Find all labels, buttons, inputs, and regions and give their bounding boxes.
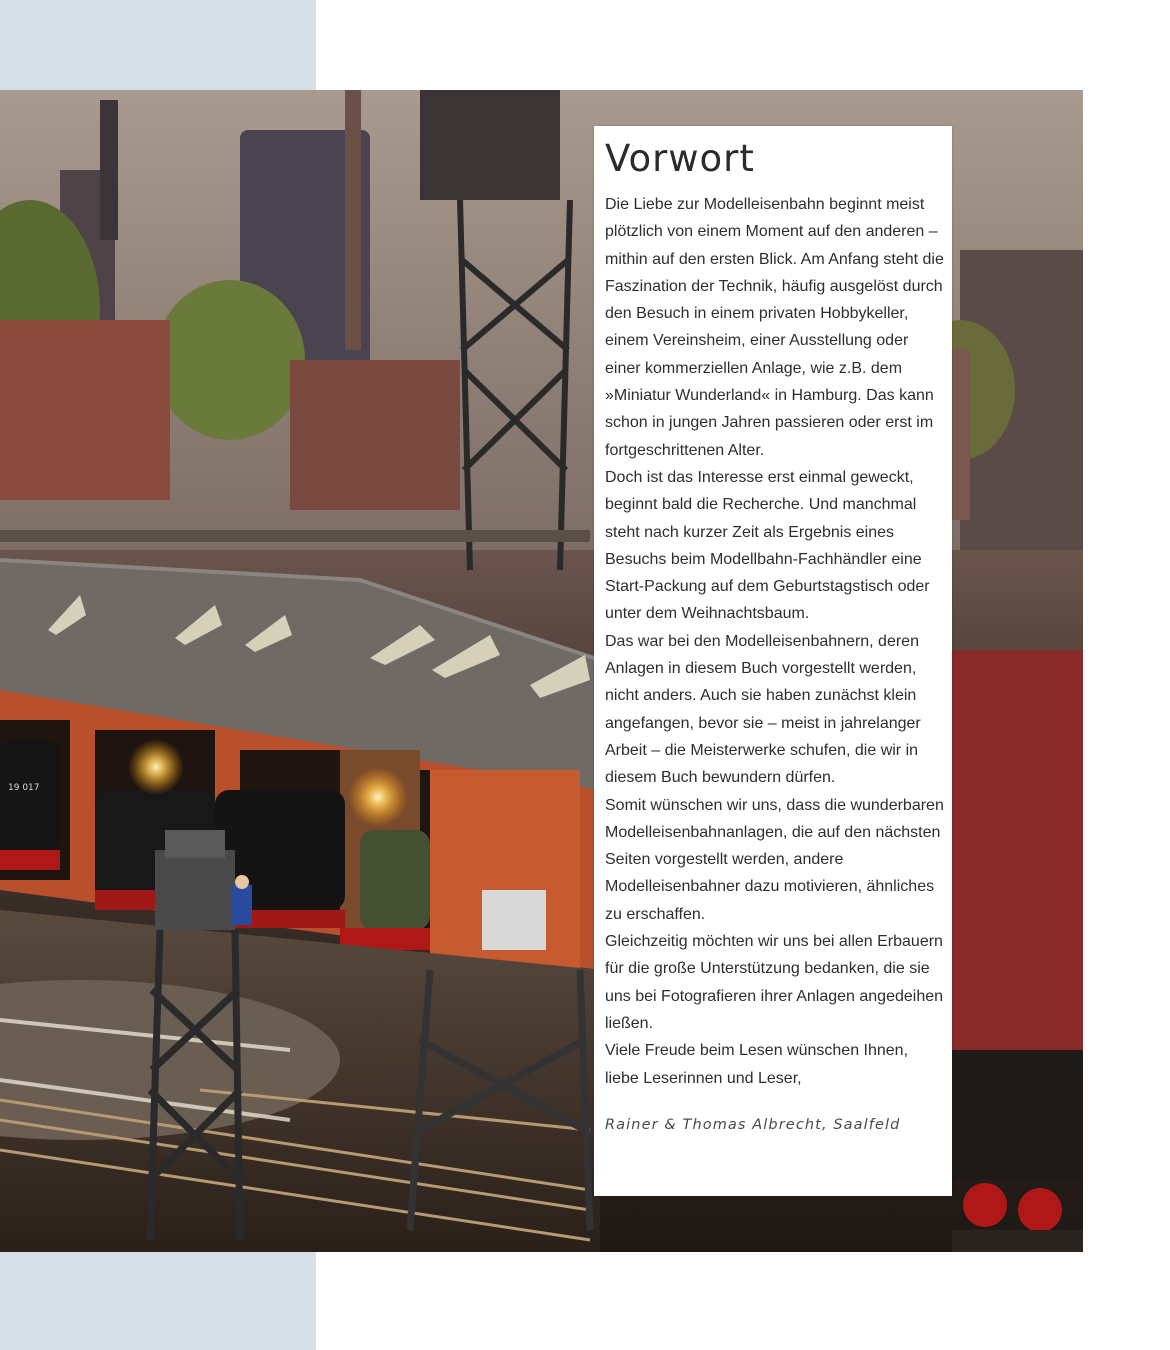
paragraph: Viele Freude beim Lesen wünschen Ihnen, liebe Leserinnen und Leser, xyxy=(605,1042,909,1087)
page-title: Vorwort xyxy=(605,137,755,180)
top-side-band xyxy=(0,0,316,90)
paragraph: Das war bei den Modelleisenbahnern, deren Anlagen in diesem Buch vorgestellt werden, nicht anders. Auch sie haben zunächst klein angefangen, bevor sie – meist in jahrelanger Arbeit – die Meisterwerke schufen, die wir in diesem Buch bewundern dürfen. xyxy=(605,632,921,787)
author-signature: Rainer & Thomas Albrecht, Saalfeld xyxy=(605,1116,901,1133)
locomotive-number-plate: 19 017 xyxy=(8,783,40,793)
paragraph: Gleichzeitig möchten wir uns bei allen Erbauern für die große Unterstützung bedanken, die sie uns bei Fotografieren ihrer Anlagen angedeihen ließen. xyxy=(605,933,944,1032)
paragraph: Somit wünschen wir uns, dass die wunderbaren Modelleisenbahnanlagen, die auf den nächsten Seiten vorgestellt werden, andere Modelleisenbahner dazu motivieren, ähnliches zu erschaffen. xyxy=(605,796,944,923)
bottom-side-band xyxy=(0,1252,316,1350)
foreword-text-box xyxy=(594,126,952,1196)
paragraph: Doch ist das Interesse erst einmal geweckt, beginnt bald die Recherche. Und manchmal steht nach kurzer Zeit als Ergebnis eines Besuchs beim Modellbahn-Fachhändler eine Start-Packung auf dem Geburtstagstisch oder unter dem Weihnachtsbaum. xyxy=(605,468,930,623)
paragraph: Die Liebe zur Modelleisenbahn beginnt meist plötzlich von einem Moment auf den anderen – mithin auf den ersten Blick. Am Anfang steht die Faszination der Technik, häufig ausgelöst durch den Besuch in einem privaten Hobbykeller, einem Vereinsheim, einer Ausstellung oder einer kommerziellen Anlage, wie z.B. dem »Miniatur Wunderland« in Hamburg. Das kann schon in jungen Jahren passieren oder erst im fortgeschrittenen Alter. xyxy=(605,196,944,459)
